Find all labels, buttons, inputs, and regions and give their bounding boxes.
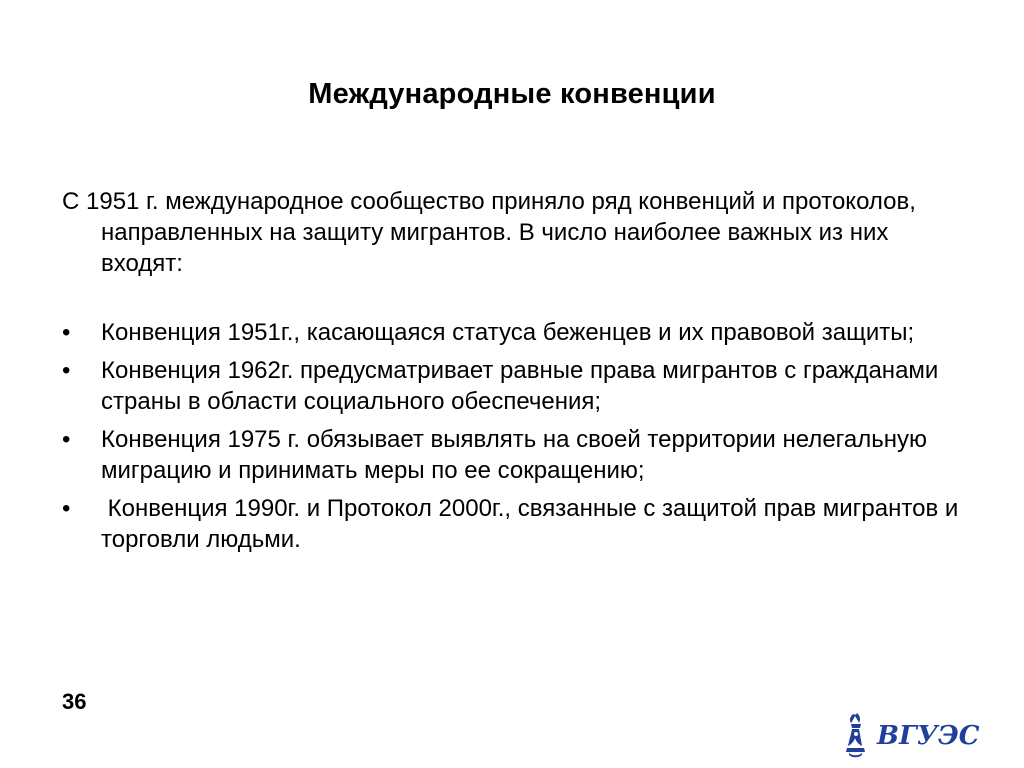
bullet-list [62,317,965,555]
slide-body [62,186,965,562]
bullet-icon: • [62,357,71,384]
slide-title: Международные конвенции [308,78,716,110]
torch-emblem-icon [846,713,865,757]
bullet-icon: • [62,495,71,522]
bullet-text: Конвенция 1951г., касающаяся статуса беженцев и их правовой защиты; [101,319,915,346]
bullet-item [62,493,965,555]
bullet-text: Конвенция 1990г. и Протокол 2000г., связанные с защитой прав мигрантов и торговли людьми. [101,495,965,553]
bullet-item [62,355,962,417]
bullet-text: Конвенция 1962г. предусматривает равные права мигрантов с гражданами страны в области социального обеспечения; [101,357,939,415]
university-logo [843,708,983,760]
bullet-icon: • [62,319,71,346]
logo-text: ВГУЭС [877,721,980,751]
intro-paragraph: С 1951 г. международное сообщество приняло ряд конвенций и протоколов, направленных на защиту мигрантов. В число наиболее важных из них входят: [62,188,916,277]
bullet-item [62,424,962,486]
bullet-text: Конвенция 1975 г. обязывает выявлять на своей территории нелегальную миграцию и принимать меры по ее сокращению; [101,426,927,484]
bullet-icon: • [62,426,71,453]
page-number: 36 [62,689,87,714]
bullet-item [62,317,962,348]
